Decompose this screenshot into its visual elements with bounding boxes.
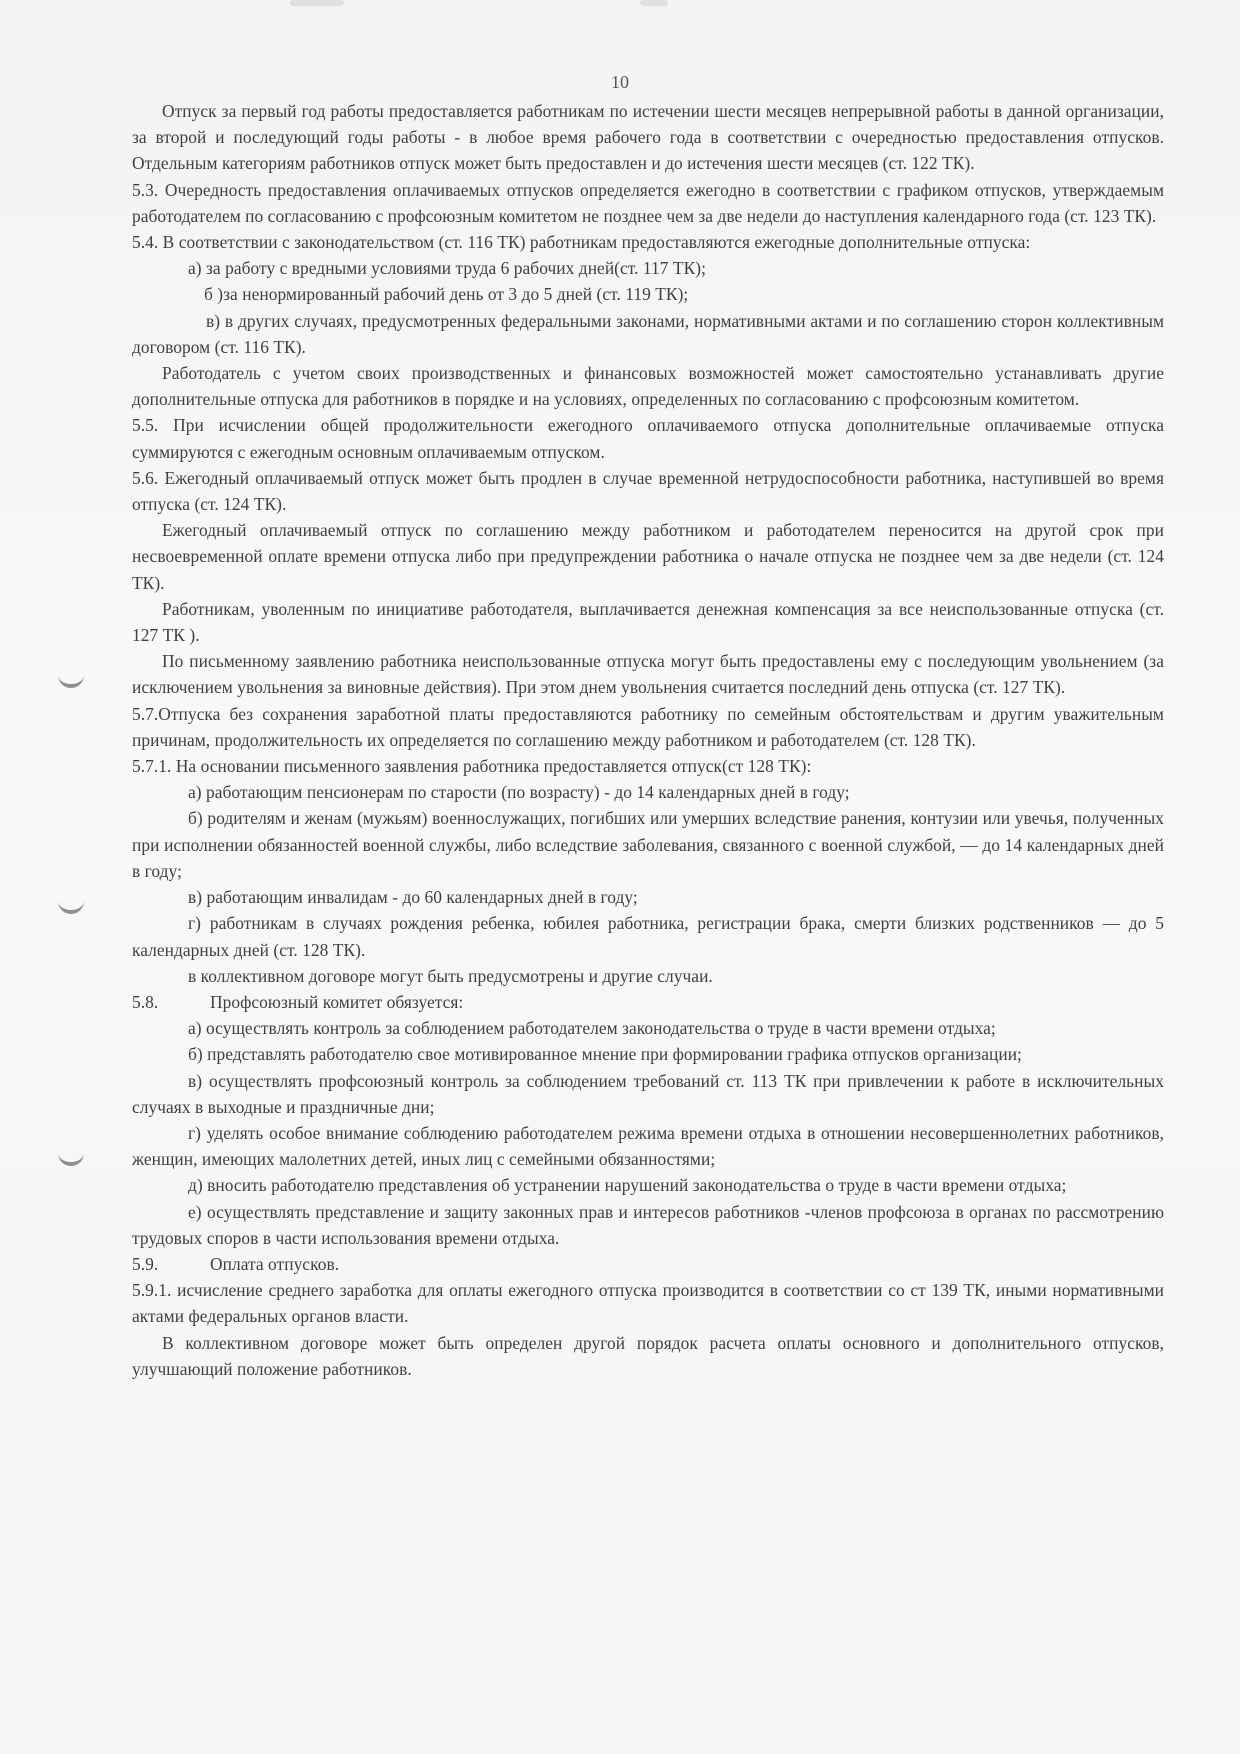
list-item: в коллективном договоре могут быть предусмотрены и другие случаи.	[188, 965, 713, 986]
list-item: в) работающим инвалидам - до 60 календарных дней в году;	[188, 887, 638, 908]
paragraph: Работодатель с учетом своих производственных и финансовых возможностей может самостоятельно устанавливать другие дополнительные отпуска для работников в порядке и на условиях, определенных по согласованию с профсоюзным комитетом.	[132, 363, 1164, 410]
list-item: г) уделять особое внимание соблюдению работодателем режима времени отдыха в отношении несовершеннолетних работников, женщин, имеющих малолетних детей, иных лиц с семейными обязанностями;	[132, 1122, 1164, 1170]
scan-mark	[640, 0, 668, 6]
paragraph-5-7-1: 5.7.1. На основании письменного заявления работника предоставляется отпуск(ст 128 ТК):	[132, 756, 812, 777]
list-item: б )за ненормированный рабочий день от 3 до 5 дней (ст. 119 ТК);	[204, 284, 689, 305]
list-item: а) за работу с вредными условиями труда 6 рабочих дней(ст. 117 ТК);	[188, 258, 706, 279]
punch-hole-mark	[58, 1148, 84, 1166]
paragraph-5-5: 5.5. При исчислении общей продолжительности ежегодного оплачиваемого отпуска дополнительные оплачиваемые отпуска суммируются с ежегодным основным оплачиваемым отпуском.	[132, 415, 1164, 462]
paragraph-5-7: 5.7.Отпуска без сохранения заработной платы предоставляются работнику по семейным обстоятельствам и другим уважительным причинам, продолжительность их определяется по соглашению между работником и работодателем (ст. 128 ТК).	[132, 703, 1164, 750]
section-number: 5.8.	[132, 991, 159, 1012]
paragraph-5-3: 5.3. Очередность предоставления оплачиваемых отпусков определяется ежегодно в соответствии с графиком отпусков, утверждаемым работодателем по согласованию с профсоюзным комитетом не позднее чем за две недели до наступления календарного года (ст. 123 ТК).	[132, 179, 1164, 226]
list-item: а) осуществлять контроль за соблюдением работодателем законодательства о труде в части времени отдыха;	[188, 1018, 996, 1039]
list-item: в) в других случаях, предусмотренных федеральными законами, нормативными актами и по соглашению сторон коллективным договором (ст. 116 ТК).	[132, 310, 1164, 357]
document-body	[132, 98, 1164, 1382]
list-item: г) работникам в случаях рождения ребенка, юбилея работника, регистрации брака, смерти близких родственников — до 5 календарных дней (ст. 128 ТК).	[132, 913, 1164, 960]
paragraph: Ежегодный оплачиваемый отпуск по соглашению между работником и работодателем переносится на другой срок при несвоевременной оплате времени отпуска либо при предупреждении работника о начале отпуска не позднее чем за две недели (ст. 124 ТК).	[132, 520, 1164, 593]
paragraph-5-9-1: 5.9.1. исчисление среднего заработка для оплаты ежегодного отпуска производится в соответствии со ст 139 ТК, иными нормативными актами федеральных органов власти.	[132, 1280, 1164, 1327]
list-item: а) работающим пенсионерам по старости (по возрасту) - до 14 календарных дней в году;	[188, 782, 850, 803]
paragraph: Отпуск за первый год работы предоставляется работникам по истечении шести месяцев непрерывной работы в данной организации, за второй и последующий годы работы - в любое время рабочего года в соответствии с очередностью предоставления отпусков. Отдельным категориям работников отпуск может быть предоставлен и до истечения шести месяцев (ст. 122 ТК).	[132, 101, 1164, 174]
list-item: б) представлять работодателю свое мотивированное мнение при формировании графика отпусков организации;	[188, 1044, 1022, 1065]
page-number: 10	[611, 72, 629, 92]
section-5-8-heading	[132, 989, 1164, 1015]
list-item: д) вносить работодателю представления об устранении нарушений законодательства о труде в части времени отдыха;	[188, 1175, 1067, 1196]
list-item: в) осуществлять профсоюзный контроль за соблюдением требований ст. 113 ТК при привлечении к работе в исключительных случаях в выходные и праздничные дни;	[132, 1070, 1164, 1117]
paragraph: По письменному заявлению работника неиспользованные отпуска могут быть предоставлены ему с последующим увольнением (за исключением увольнения за виновные действия). При этом днем увольнения считается последний день отпуска (ст. 127 ТК).	[132, 651, 1164, 698]
list-item: б) родителям и женам (мужьям) военнослужащих, погибших или умерших вследствие ранения, контузии или увечья, полученных при исполнении обязанностей военной службы, либо вследствие заболевания, связанного с военной службой, — до 14 календарных дней в году;	[132, 808, 1164, 881]
list-item: е) осуществлять представление и защиту законных прав и интересов работников -членов профсоюза в органах по рассмотрению трудовых споров в части использования времени отдыха.	[132, 1201, 1164, 1248]
section-5-9-heading	[132, 1251, 1164, 1277]
section-title: Оплата отпусков.	[210, 1253, 340, 1274]
paragraph: Работникам, уволенным по инициативе работодателя, выплачивается денежная компенсация за все неиспользованные отпуска (ст. 127 ТК ).	[132, 598, 1164, 646]
scan-mark	[290, 0, 344, 6]
punch-hole-mark	[58, 896, 84, 914]
paragraph-5-6: 5.6. Ежегодный оплачиваемый отпуск может быть продлен в случае временной нетрудоспособности работника, наступившей во время отпуска (ст. 124 ТК).	[132, 467, 1164, 515]
section-title: Профсоюзный комитет обязуется:	[210, 991, 464, 1012]
paragraph-5-4: 5.4. В соответствии с законодательством (ст. 116 ТК) работникам предоставляются ежегодные дополнительные отпуска:	[132, 232, 1031, 253]
paragraph: В коллективном договоре может быть определен другой порядок расчета оплаты основного и дополнительного отпусков, улучшающий положение работников.	[132, 1332, 1164, 1379]
punch-hole-mark	[58, 670, 84, 688]
section-number: 5.9.	[132, 1253, 159, 1274]
